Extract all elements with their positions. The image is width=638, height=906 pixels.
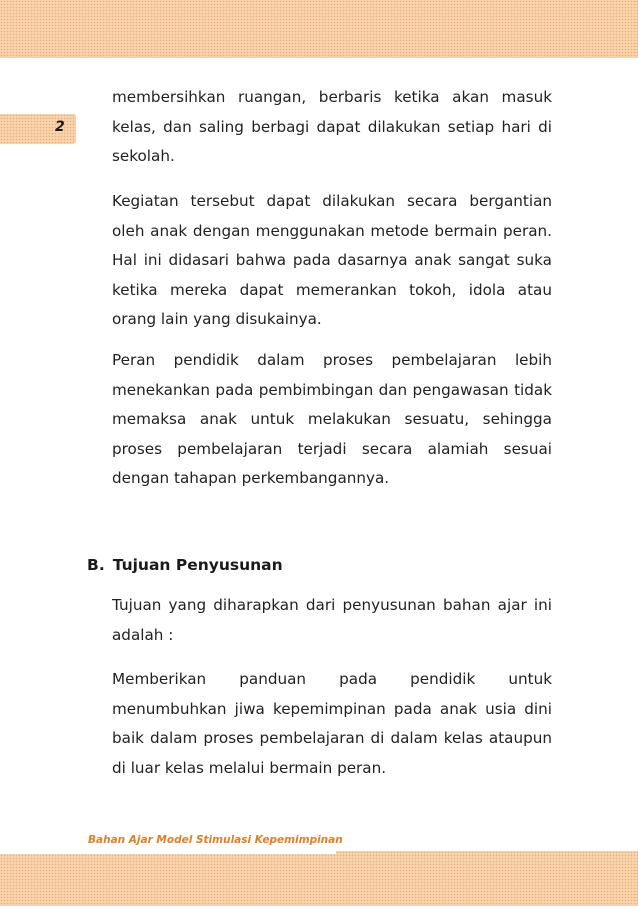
- paragraph-3-text: Peran pendidik dalam proses pembelajaran lebih menekankan pada pembimbingan dan pengawasan tidak memaksa anak untuk melakukan sesuatu, sehingga proses pembelajaran terjadi secara alamiah sesuai dengan tahapan perkembangannya.: [112, 351, 552, 487]
- paragraph-1: [112, 83, 552, 172]
- section-title: Tujuan Penyusunan: [112, 556, 283, 574]
- paragraph-2-text: Kegiatan tersebut dapat dilakukan secara bergantian oleh anak dengan menggunakan metode bermain peran. Hal ini didasari bahwa pada dasarnya anak sangat suka ketika mereka dapat memerankan tokoh, idola atau orang lain yang disukainya.: [112, 192, 552, 328]
- page-number: 2: [55, 119, 65, 135]
- bottom-decorative-band: [0, 851, 638, 906]
- section-paragraph-2: [112, 665, 552, 783]
- footer-title: Bahan Ajar Model Stimulasi Kepemimpinan: [88, 834, 343, 846]
- section-paragraph-1: [112, 591, 552, 650]
- section-heading: [87, 556, 283, 574]
- section-letter: B.: [87, 556, 105, 574]
- paragraph-2: [112, 187, 552, 335]
- section-paragraph-1-text: Tujuan yang diharapkan dari penyusunan bahan ajar ini adalah :: [112, 596, 552, 644]
- section-paragraph-2-text: Memberikan panduan pada pendidik untuk menumbuhkan jiwa kepemimpinan pada anak usia dini baik dalam proses pembelajaran di dalam kelas ataupun di luar kelas melalui bermain peran.: [112, 670, 552, 777]
- paragraph-1-text: membersihkan ruangan, berbaris ketika akan masuk kelas, dan saling berbagi dapat dilakukan setiap hari di sekolah.: [112, 88, 552, 165]
- top-decorative-band: [0, 0, 638, 58]
- paragraph-3: [112, 346, 552, 494]
